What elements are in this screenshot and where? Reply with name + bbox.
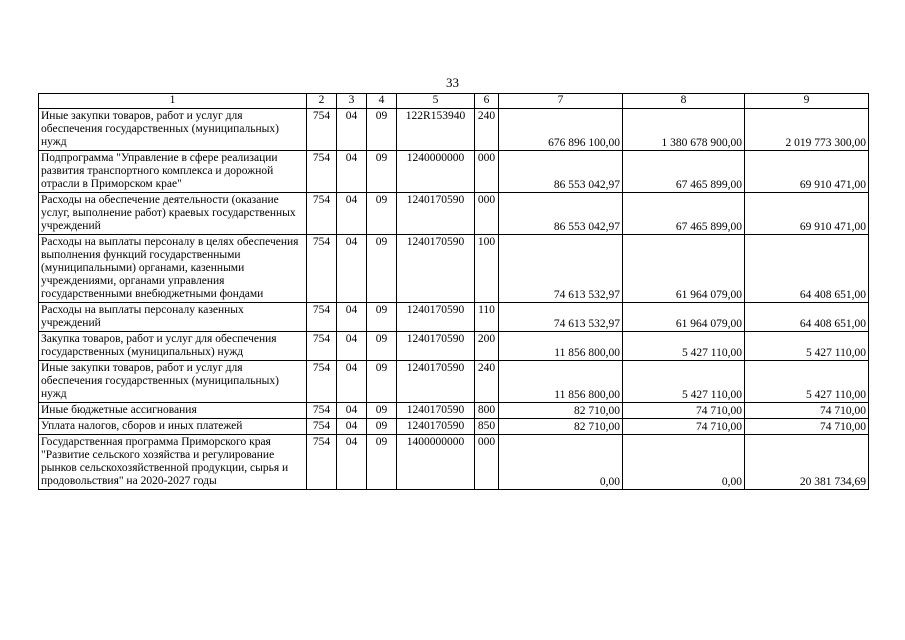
amount-col7: 74 613 532,97: [499, 235, 623, 303]
expense-type-code: 240: [475, 361, 499, 403]
subsection-code: 09: [367, 435, 397, 490]
table-row: [39, 332, 869, 361]
section-code: 04: [337, 235, 367, 303]
row-name: Иные закупки товаров, работ и услуг для обеспечения государственных (муниципальных) нужд: [39, 109, 307, 151]
amount-col8: 74 710,00: [623, 419, 745, 435]
amount-col9: 2 019 773 300,00: [745, 109, 869, 151]
amount-col7: 676 896 100,00: [499, 109, 623, 151]
header-cell: 6: [475, 94, 499, 109]
section-code: 04: [337, 419, 367, 435]
target-article-code: 1240170590: [397, 193, 475, 235]
section-code: 04: [337, 303, 367, 332]
amount-col9: 69 910 471,00: [745, 193, 869, 235]
subsection-code: 09: [367, 332, 397, 361]
target-article-code: 1240170590: [397, 361, 475, 403]
row-name: Закупка товаров, работ и услуг для обеспечения государственных (муниципальных) нужд: [39, 332, 307, 361]
section-code: 04: [337, 193, 367, 235]
target-article-code: 1240170590: [397, 235, 475, 303]
admin-code: 754: [307, 235, 337, 303]
subsection-code: 09: [367, 151, 397, 193]
amount-col9: 20 381 734,69: [745, 435, 869, 490]
subsection-code: 09: [367, 419, 397, 435]
admin-code: 754: [307, 303, 337, 332]
amount-col7: 82 710,00: [499, 419, 623, 435]
budget-table: [38, 93, 869, 490]
expense-type-code: 110: [475, 303, 499, 332]
subsection-code: 09: [367, 109, 397, 151]
expense-type-code: 200: [475, 332, 499, 361]
amount-col8: 74 710,00: [623, 403, 745, 419]
header-row: [39, 94, 869, 109]
amount-col7: 86 553 042,97: [499, 151, 623, 193]
table-row: [39, 109, 869, 151]
row-name: Иные закупки товаров, работ и услуг для обеспечения государственных (муниципальных) нужд: [39, 361, 307, 403]
amount-col7: 82 710,00: [499, 403, 623, 419]
section-code: 04: [337, 435, 367, 490]
expense-type-code: 800: [475, 403, 499, 419]
header-cell: 5: [397, 94, 475, 109]
row-name: Расходы на обеспечение деятельности (оказание услуг, выполнение работ) краевых государственных учреждений: [39, 193, 307, 235]
row-name: Расходы на выплаты персоналу в целях обеспечения выполнения функций государственными (муниципальными) органами, казенными учреждениями, органами управления государственными внебюджетными фондами: [39, 235, 307, 303]
target-article-code: 1240170590: [397, 332, 475, 361]
header-cell: 1: [39, 94, 307, 109]
section-code: 04: [337, 403, 367, 419]
target-article-code: 1240000000: [397, 151, 475, 193]
header-cell: 4: [367, 94, 397, 109]
amount-col9: 64 408 651,00: [745, 303, 869, 332]
subsection-code: 09: [367, 193, 397, 235]
section-code: 04: [337, 151, 367, 193]
expense-type-code: 000: [475, 193, 499, 235]
header-cell: 2: [307, 94, 337, 109]
admin-code: 754: [307, 435, 337, 490]
row-name: Иные бюджетные ассигнования: [39, 403, 307, 419]
subsection-code: 09: [367, 403, 397, 419]
table-row: [39, 303, 869, 332]
amount-col8: 61 964 079,00: [623, 235, 745, 303]
table-row: [39, 419, 869, 435]
row-name: Уплата налогов, сборов и иных платежей: [39, 419, 307, 435]
subsection-code: 09: [367, 235, 397, 303]
section-code: 04: [337, 332, 367, 361]
amount-col8: 0,00: [623, 435, 745, 490]
amount-col7: 74 613 532,97: [499, 303, 623, 332]
admin-code: 754: [307, 151, 337, 193]
expense-type-code: 240: [475, 109, 499, 151]
section-code: 04: [337, 109, 367, 151]
amount-col7: 86 553 042,97: [499, 193, 623, 235]
admin-code: 754: [307, 109, 337, 151]
expense-type-code: 000: [475, 151, 499, 193]
subsection-code: 09: [367, 361, 397, 403]
expense-type-code: 000: [475, 435, 499, 490]
admin-code: 754: [307, 403, 337, 419]
admin-code: 754: [307, 332, 337, 361]
header-cell: 7: [499, 94, 623, 109]
target-article-code: 1240170590: [397, 403, 475, 419]
amount-col9: 5 427 110,00: [745, 332, 869, 361]
header-cell: 8: [623, 94, 745, 109]
table-row: [39, 435, 869, 490]
expense-type-code: 100: [475, 235, 499, 303]
target-article-code: 1240170590: [397, 303, 475, 332]
amount-col9: 74 710,00: [745, 419, 869, 435]
header-cell: 3: [337, 94, 367, 109]
amount-col7: 11 856 800,00: [499, 332, 623, 361]
admin-code: 754: [307, 361, 337, 403]
table-row: [39, 361, 869, 403]
row-name: Государственная программа Приморского края "Развитие сельского хозяйства и регулирование рынков сельскохозяйственной продукции, сырья и продовольствия" на 2020-2027 годы: [39, 435, 307, 490]
section-code: 04: [337, 361, 367, 403]
amount-col9: 64 408 651,00: [745, 235, 869, 303]
row-name: Подпрограмма "Управление в сфере реализации развития транспортного комплекса и дорожной отрасли в Приморском крае": [39, 151, 307, 193]
amount-col9: 74 710,00: [745, 403, 869, 419]
amount-col7: 11 856 800,00: [499, 361, 623, 403]
amount-col9: 69 910 471,00: [745, 151, 869, 193]
subsection-code: 09: [367, 303, 397, 332]
target-article-code: 1400000000: [397, 435, 475, 490]
admin-code: 754: [307, 193, 337, 235]
expense-type-code: 850: [475, 419, 499, 435]
table-row: [39, 235, 869, 303]
admin-code: 754: [307, 419, 337, 435]
amount-col8: 67 465 899,00: [623, 193, 745, 235]
target-article-code: 122R153940: [397, 109, 475, 151]
amount-col8: 1 380 678 900,00: [623, 109, 745, 151]
table-row: [39, 193, 869, 235]
amount-col7: 0,00: [499, 435, 623, 490]
table-row: [39, 151, 869, 193]
header-cell: 9: [745, 94, 869, 109]
amount-col8: 5 427 110,00: [623, 332, 745, 361]
target-article-code: 1240170590: [397, 419, 475, 435]
amount-col9: 5 427 110,00: [745, 361, 869, 403]
table-row: [39, 403, 869, 419]
amount-col8: 67 465 899,00: [623, 151, 745, 193]
row-name: Расходы на выплаты персоналу казенных учреждений: [39, 303, 307, 332]
page-number: 33: [446, 75, 459, 90]
amount-col8: 61 964 079,00: [623, 303, 745, 332]
amount-col8: 5 427 110,00: [623, 361, 745, 403]
